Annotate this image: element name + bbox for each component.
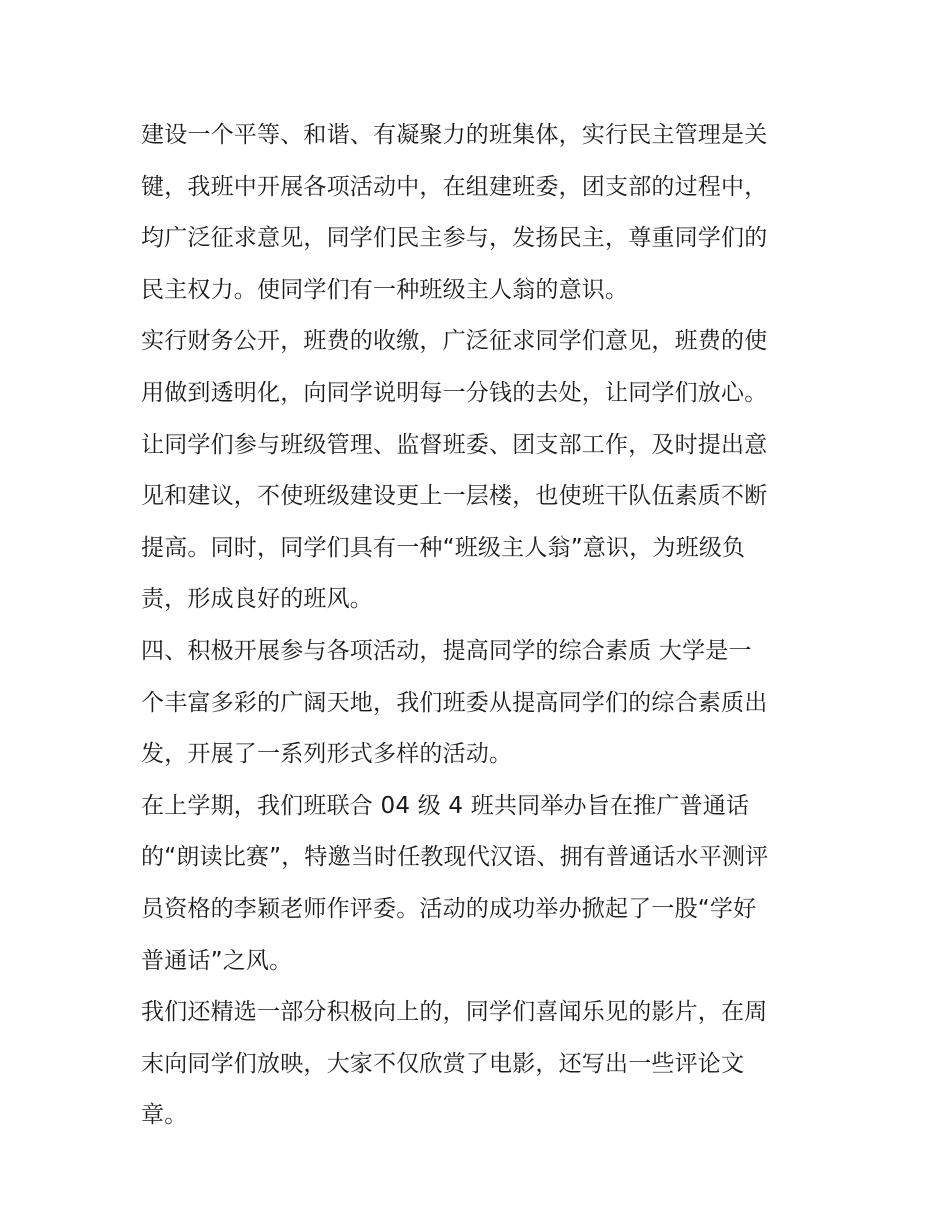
text-line: 章。 xyxy=(141,1102,188,1129)
text-line: 发，开展了一系列形式多样的活动。 xyxy=(141,741,513,768)
text-line: 见和建议，不使班级建设更上一层楼，也使班干队伍素质不断 xyxy=(141,483,768,510)
text-line: 建设一个平等、和谐、有凝聚力的班集体，实行民主管理是关 xyxy=(141,122,768,148)
text-line: 提高。同时，同学们具有一种“班级主人翁”意识，为班级负 xyxy=(141,534,746,561)
text-line: 四、积极开展参与各项活动，提高同学的综合素质 大学是一 xyxy=(141,637,752,664)
text-line: 键，我班中开展各项活动中，在组建班委，团支部的过程中， xyxy=(141,173,768,200)
text-line: 员资格的李颖老师作评委。活动的成功举办掀起了一股“学好 xyxy=(141,895,757,922)
text-line: 普通话”之风。 xyxy=(141,947,293,974)
text-line: 实行财务公开，班费的收缴，广泛征求同学们意见，班费的使 xyxy=(141,328,768,355)
text-line: 我们还精选一部分积极向上的，同学们喜闻乐见的影片，在周 xyxy=(141,999,768,1026)
text-line: 均广泛征求意见，同学们民主参与，发扬民主，尊重同学们的 xyxy=(141,225,768,252)
text-line: 责，形成良好的班风。 xyxy=(141,586,373,613)
text-line: 民主权力。使同学们有一种班级主人翁的意识。 xyxy=(141,276,629,303)
text-line: 的“朗读比赛”，特邀当时任教现代汉语、拥有普通话水平测评 xyxy=(141,844,769,871)
text-line: 用做到透明化，向同学说明每一分钱的去处，让同学们放心。 xyxy=(141,379,768,406)
text-line: 个丰富多彩的广阔天地，我们班委从提高同学们的综合素质出 xyxy=(141,689,768,716)
document-body xyxy=(141,110,821,1142)
text-line: 让同学们参与班级管理、监督班委、团支部工作，及时提出意 xyxy=(141,431,768,458)
text-line: 在上学期，我们班联合 04 级 4 班共同举办旨在推广普通话 xyxy=(141,792,750,819)
text-line: 末向同学们放映，大家不仅欣赏了电影，还写出一些评论文 xyxy=(141,1050,745,1077)
